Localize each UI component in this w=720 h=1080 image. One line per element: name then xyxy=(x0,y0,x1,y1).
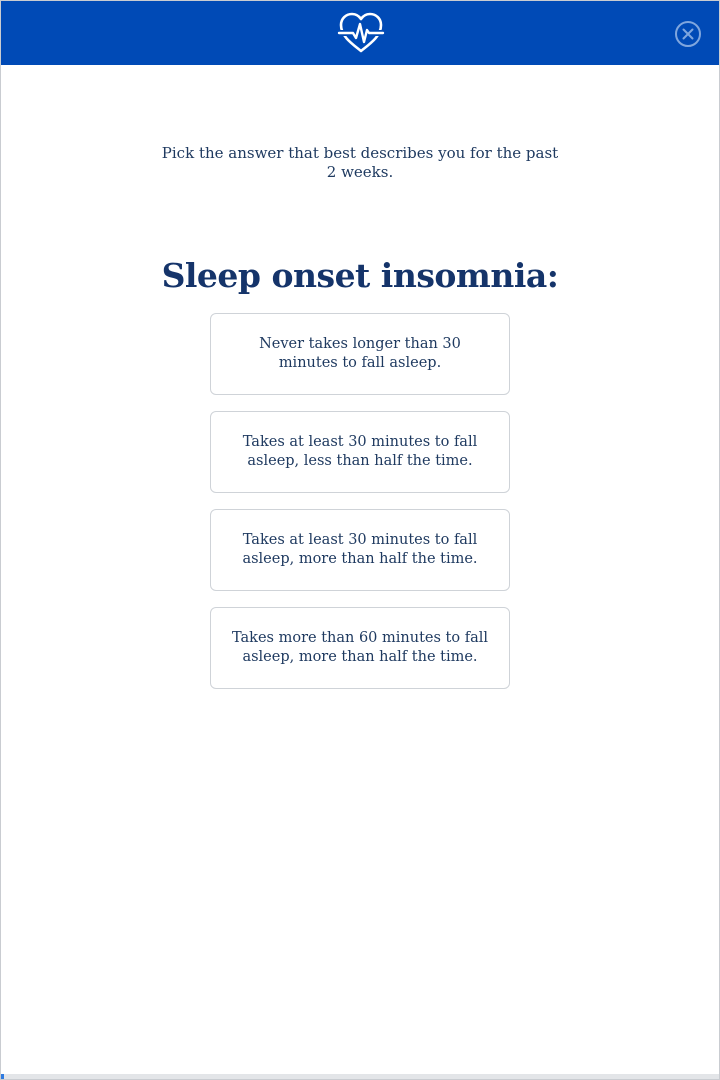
answer-option-4[interactable] xyxy=(210,607,510,689)
answer-option-label: Takes at least 30 minutes to fall asleep, less than half the time. xyxy=(242,434,478,469)
header-bar xyxy=(1,1,719,65)
instruction-text: Pick the answer that best describes you for the past 2 weeks. xyxy=(161,144,559,181)
horizontal-scrollbar[interactable] xyxy=(1,1074,719,1079)
answer-option-2[interactable] xyxy=(210,411,510,493)
answer-option-label: Takes at least 30 minutes to fall asleep, more than half the time. xyxy=(242,532,478,567)
answer-option-1[interactable] xyxy=(210,313,510,395)
answer-options xyxy=(210,313,510,705)
answer-option-3[interactable] xyxy=(210,509,510,591)
answer-option-label: Takes more than 60 minutes to fall asleep, more than half the time. xyxy=(231,630,488,665)
question-title: Sleep onset insomnia: xyxy=(161,256,559,295)
answer-option-label: Never takes longer than 30 minutes to fall asleep. xyxy=(259,336,461,371)
close-icon[interactable] xyxy=(674,20,702,48)
scrollbar-thumb[interactable] xyxy=(1,1074,4,1079)
heart-pulse-icon xyxy=(337,11,385,55)
